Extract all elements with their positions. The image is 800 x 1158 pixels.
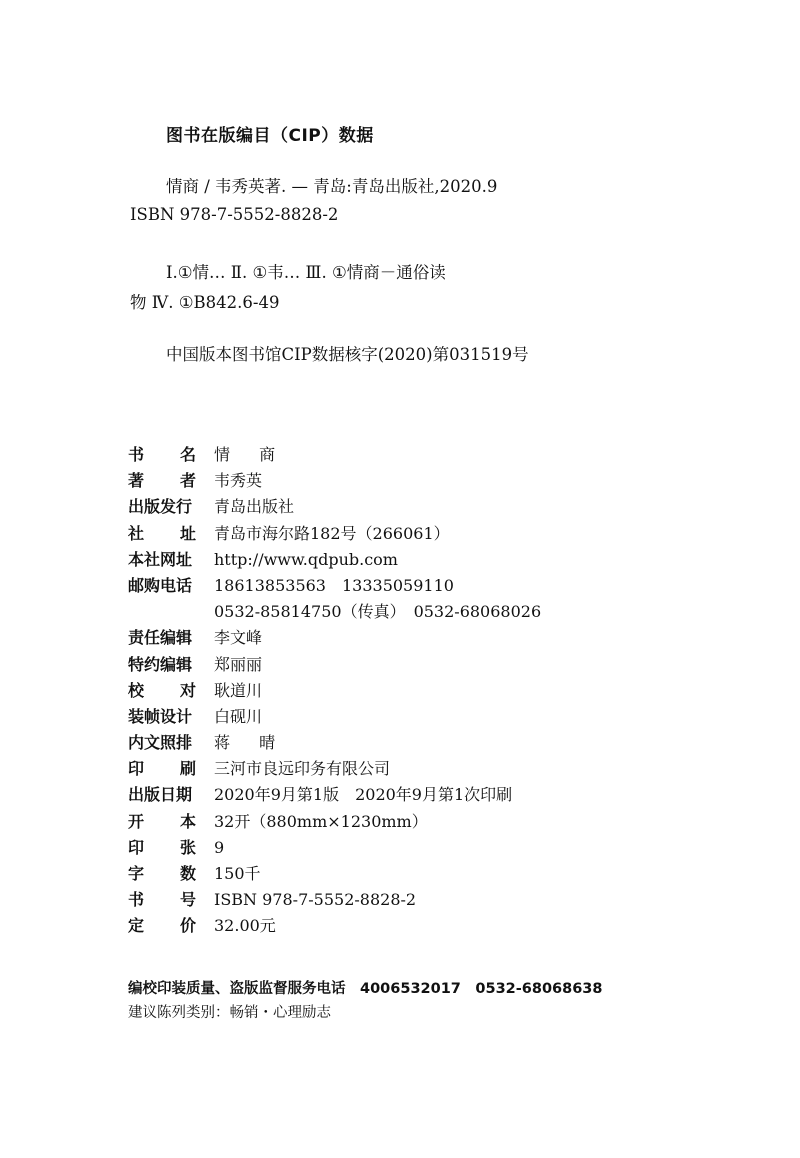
info-label-text: 书: [128, 890, 145, 910]
info-row: [128, 652, 688, 678]
info-value: 青岛出版社: [214, 497, 295, 517]
info-label-text: 名: [179, 445, 196, 464]
info-label: [128, 625, 214, 651]
info-value: ISBN 978-7-5552-8828-2: [214, 890, 417, 910]
info-label-text: 数: [179, 864, 196, 883]
info-value: 耿道川: [214, 680, 263, 700]
info-label: [128, 442, 214, 468]
info-label: [128, 573, 214, 599]
quality-hotline: 编校印装质量、盗版监督服务电话 4006532017 0532-68068638: [128, 981, 603, 997]
info-label: [128, 494, 214, 520]
info-value: 32.00元: [214, 916, 276, 936]
cip-line-classification: 物 Ⅳ. ①B842.6-49: [130, 293, 280, 312]
info-label: [128, 678, 214, 704]
cip-line-title-author: 情商 / 韦秀英著. — 青岛:青岛出版社,2020.9: [166, 177, 498, 196]
info-label-text: 者: [179, 471, 196, 491]
cip-line-subject: Ⅰ.①情… Ⅱ. ①韦… Ⅲ. ①情商－通俗读: [166, 263, 446, 282]
info-label-text: 张: [179, 837, 196, 857]
info-row: [128, 913, 688, 939]
info-label-text: 出版日期: [128, 785, 193, 805]
info-label-text: 开: [128, 811, 145, 831]
info-value: 李文峰: [214, 628, 263, 648]
info-row: [128, 521, 688, 547]
info-row: [128, 809, 688, 835]
info-label-text: 社: [128, 523, 145, 543]
info-label-text: 内文照排: [128, 733, 193, 753]
info-row: [128, 573, 688, 599]
info-row: [128, 494, 688, 520]
info-label-text: 本社网址: [128, 549, 193, 569]
info-label: [128, 730, 214, 756]
info-row: [128, 756, 688, 782]
info-label-text: 邮购电话: [128, 575, 193, 595]
info-label-text: 号: [179, 890, 196, 910]
info-row: [128, 442, 688, 468]
info-label-text: 址: [179, 523, 196, 543]
info-label-text: 字: [128, 864, 145, 883]
info-row: [128, 625, 688, 651]
info-label-text: 本: [179, 811, 196, 831]
info-value: 韦秀英: [214, 471, 263, 491]
info-label-text: 刷: [179, 759, 196, 779]
info-label-text: 特约编辑: [128, 654, 193, 674]
info-value: 150千: [214, 864, 261, 883]
info-label-text: 校: [128, 680, 145, 700]
info-row: [128, 678, 688, 704]
shelving-category: 建议陈列类别：畅销・心理励志: [128, 1005, 331, 1021]
info-value: 白砚川: [214, 706, 263, 726]
info-label: [128, 599, 214, 625]
info-label-text: 书: [128, 445, 145, 464]
info-value: 蒋 晴: [214, 733, 288, 753]
info-value: 郑丽丽: [214, 654, 263, 674]
cip-line-record-number: 中国版本图书馆CIP数据核字(2020)第031519号: [166, 345, 529, 364]
info-label: [128, 913, 214, 939]
info-value: 情 商: [214, 445, 288, 464]
info-value: 0532-85814750（传真） 0532-68068026: [214, 602, 542, 622]
info-label: [128, 521, 214, 547]
info-label-text: 印: [128, 837, 145, 857]
cip-title: 图书在版编目（CIP）数据: [166, 126, 374, 146]
info-label-text: 出版发行: [128, 497, 193, 517]
info-label: [128, 809, 214, 835]
info-label: [128, 547, 214, 573]
info-label: [128, 468, 214, 494]
info-label-text: 责任编辑: [128, 628, 193, 648]
info-label: [128, 704, 214, 730]
info-value: 三河市良远印务有限公司: [214, 759, 391, 779]
info-value: 32开（880mm×1230mm）: [214, 811, 428, 831]
cip-line-isbn: ISBN 978-7-5552-8828-2: [130, 205, 339, 224]
info-row: [128, 861, 688, 887]
info-row: [128, 599, 688, 625]
info-value: 18613853563 13335059110: [214, 575, 454, 595]
info-value: 青岛市海尔路182号（266061）: [214, 523, 450, 543]
info-label-text: 定: [128, 916, 145, 936]
info-row: [128, 730, 688, 756]
info-label-text: 价: [179, 916, 196, 936]
info-row: [128, 835, 688, 861]
info-label-text: 装帧设计: [128, 706, 193, 726]
info-row: [128, 782, 688, 808]
info-label: [128, 835, 214, 861]
info-row: [128, 468, 688, 494]
info-label: [128, 887, 214, 913]
info-value: http://www.qdpub.com: [214, 549, 398, 569]
info-value: 2020年9月第1版 2020年9月第1次印刷: [214, 785, 513, 805]
info-label: [128, 652, 214, 678]
publication-info-table: [128, 442, 688, 940]
info-label-text: 著: [128, 471, 145, 491]
info-row: [128, 704, 688, 730]
info-row: [128, 547, 688, 573]
info-label-text: 对: [179, 680, 196, 700]
info-label: [128, 756, 214, 782]
info-label: [128, 782, 214, 808]
info-row: [128, 887, 688, 913]
info-label: [128, 861, 214, 887]
info-value: 9: [214, 837, 225, 857]
info-label-text: 印: [128, 759, 145, 779]
